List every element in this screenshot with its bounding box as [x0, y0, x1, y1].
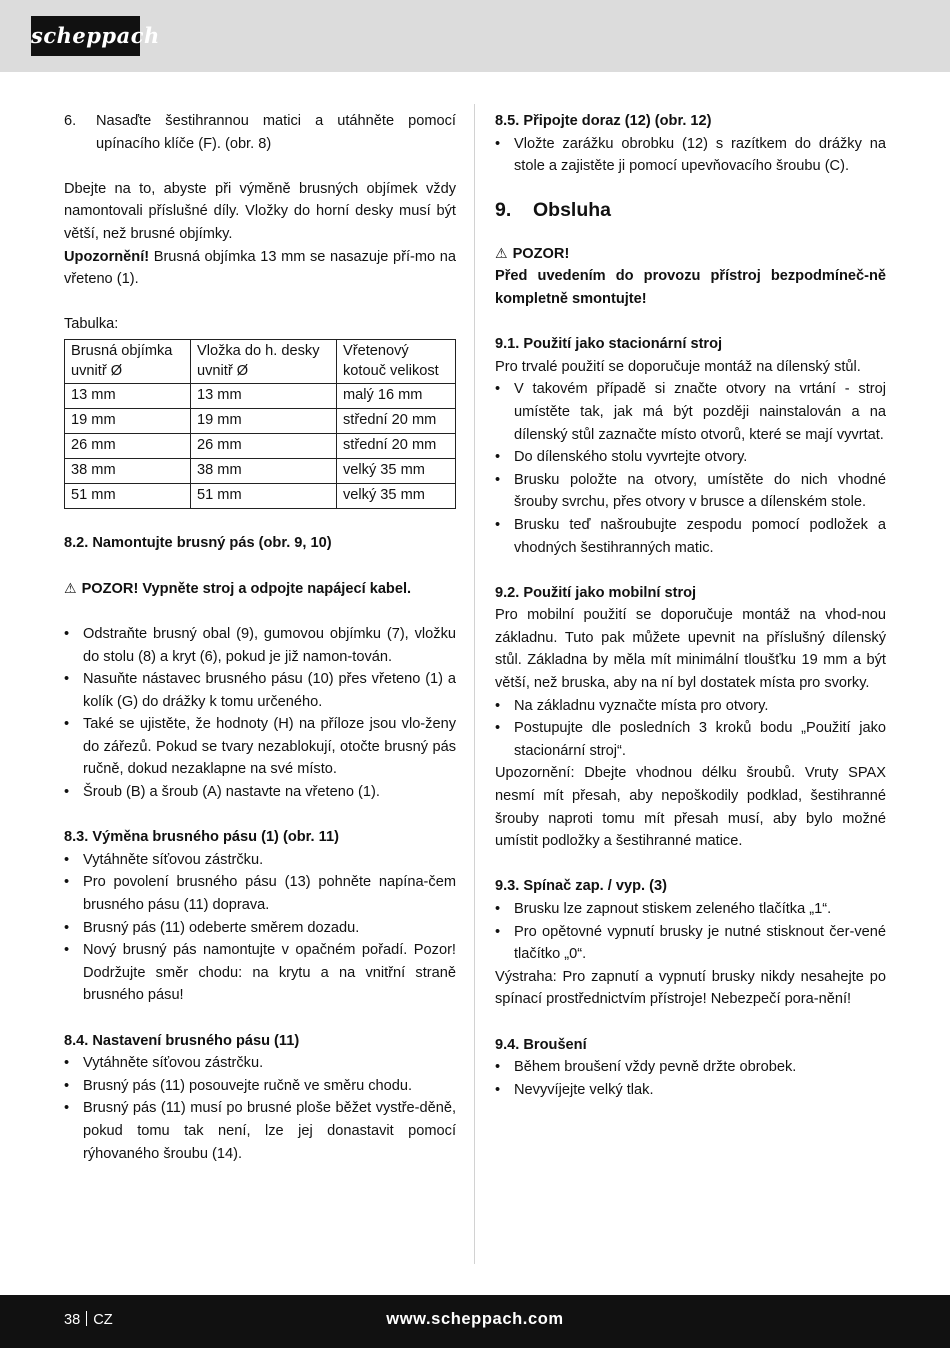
note-paragraph: Upozornění: Dbejte vhodnou délku šroubů. Vruty SPAX nesmí mít přesah, aby nepoškodily podklad, šestihranné šrouby naproti tomu mít přesah musí, aby bylo možné umístit podložky a šestihranné matice. [495, 765, 886, 850]
list-item: • Do dílenského stolu vyvrtejte otvory. [495, 446, 886, 469]
table-row [65, 408, 456, 433]
bullet-list-9-2 [495, 695, 886, 763]
step-6 [64, 110, 456, 155]
warning-text: Před uvedením do provozu přístroj bezpodmíneč-ně kompletně smontujte! [495, 268, 886, 307]
table-row [65, 383, 456, 408]
list-item: • V takovém případě si značte otvory na vrtání - stroj umístěte tak, jak má být později nainstalován a na dílenský stůl zaznačte místo otvorů, které se mají vyvrtat. [495, 378, 886, 446]
table-cell: střední 20 mm [337, 408, 456, 433]
list-item: • Brusný pás (11) odeberte směrem dozadu. [64, 917, 456, 940]
table-row [65, 483, 456, 508]
table-cell: 13 mm [191, 383, 337, 408]
bullet-list-8-3 [64, 849, 456, 1007]
list-item: • Brusný pás (11) musí po brusné ploše běžet vystře-děně, pokud tomu tak není, lze jej donastavit pomocí rýhovaného šroubu (14). [64, 1097, 456, 1165]
brand-logo: scheppach [31, 16, 140, 56]
table-cell: 38 mm [65, 458, 191, 483]
left-column [64, 110, 456, 1165]
warning-text: POZOR! Vypněte stroj a odpojte napájecí kabel. [81, 580, 412, 597]
section-title-9-2: 9.2. Použití jako mobilní stroj [495, 584, 697, 601]
warning-heading [495, 242, 886, 266]
column-divider [474, 104, 475, 1264]
paragraph: Pro mobilní použití se doporučuje montáž na vhod-nou základnu. Tuto pak můžete upevnit na příslušný dílenský stůl. Základna by měla mít minimální tloušťku 19 mm a být větší, než bruska, aby na ní byl dostatek místa pro svorky. [495, 607, 886, 692]
warning-paragraph: Výstraha: Pro zapnutí a vypnutí brusky nikdy nesahejte po spínací prostřednictvím přístroje! Nebezpečí pora-nění! [495, 968, 886, 1008]
bullet-list-8-4 [64, 1052, 456, 1165]
list-item: • Pro opětovné vypnutí brusky je nutné stisknout čer-vené tlačítko „0“. [495, 921, 886, 966]
table-header-cell: Brusná objímka uvnitř Ø [65, 339, 191, 383]
sleeve-table [64, 339, 456, 509]
warning-icon: ⚠ [64, 579, 77, 596]
page-number: 38 [64, 1312, 81, 1328]
chapter-title: Obsluha [533, 198, 612, 221]
warning-icon: ⚠ [495, 244, 508, 261]
table-cell: velký 35 mm [337, 458, 456, 483]
table-row [65, 458, 456, 483]
table-cell: 51 mm [65, 483, 191, 508]
table-cell: 13 mm [65, 383, 191, 408]
bullet-list-9-3 [495, 898, 886, 966]
list-item: • Na základnu vyznačte místa pro otvory. [495, 695, 886, 718]
table-cell: 51 mm [191, 483, 337, 508]
table-header-cell: Vřetenový kotouč velikost [337, 339, 456, 383]
list-item: • Brusný pás (11) posouvejte ručně ve směru chodu. [64, 1075, 456, 1098]
list-item: • Vložte zarážku obrobku (12) s razítkem do drážky na stole a zajistěte ji pomocí upevňovacího šroubu (C). [495, 133, 886, 178]
table-cell: 19 mm [65, 408, 191, 433]
bullet-list-9-1 [495, 378, 886, 559]
list-item: • Pro povolení brusného pásu (13) pohněte napína-čem brusného pásu (11) doprava. [64, 871, 456, 916]
list-item: • Odstraňte brusný obal (9), gumovou objímku (7), vložku do stolu (8) a kryt (6), pokud je již namon-tován. [64, 623, 456, 668]
section-title-9-1: 9.1. Použití jako stacionární stroj [495, 336, 723, 353]
step-text: Nasaďte šestihrannou matici a utáhněte pomocí upínacího klíče (F). (obr. 8) [96, 113, 456, 152]
table-cell: 38 mm [191, 458, 337, 483]
right-column [495, 110, 886, 1101]
warning-line [64, 577, 456, 601]
paragraph: Pro trvalé použití se doporučuje montáž na dílenský stůl. [495, 358, 861, 375]
note-text: Brusná objímka 13 mm se nasazuje pří-mo na vřeteno (1). [64, 248, 456, 288]
note-paragraph [64, 246, 456, 291]
warning-label: POZOR! [512, 245, 570, 262]
section-title-8-5: 8.5. Připojte doraz (12) (obr. 12) [495, 113, 712, 129]
list-item: • Šroub (B) a šroub (A) nastavte na vřeteno (1). [64, 781, 456, 804]
table-cell: 19 mm [191, 408, 337, 433]
header-band [0, 0, 950, 72]
list-item: • Během broušení vždy pevně držte obrobek. [495, 1056, 886, 1079]
table-cell: střední 20 mm [337, 433, 456, 458]
section-title-8-4: 8.4. Nastavení brusného pásu (11) [64, 1032, 300, 1049]
list-item: • Nový brusný pás namontujte v opačném pořadí. Pozor! Dodržujte směr chodu: na krytu a na vnitřní straně brusného pásu! [64, 939, 456, 1007]
step-number: 6. [64, 113, 77, 129]
list-item: • Brusku teď našroubujte zespodu pomocí podložek a vhodných šestihranných matic. [495, 514, 886, 559]
bullet-list-8-5 [495, 133, 886, 178]
bullet-list-8-2 [64, 623, 456, 804]
chapter-heading-9 [495, 196, 886, 224]
note-label: Upozornění! [64, 248, 150, 265]
footer-bar [0, 1295, 950, 1348]
website-link[interactable]: www.scheppach.com [386, 1310, 564, 1328]
table-cell: 26 mm [65, 433, 191, 458]
section-title-9-3: 9.3. Spínač zap. / vyp. (3) [495, 878, 667, 895]
chapter-number: 9. [495, 198, 512, 221]
list-item: • Brusku lze zapnout stiskem zeleného tlačítka „1“. [495, 898, 886, 921]
bullet-list-9-4 [495, 1056, 886, 1101]
list-item: • Postupujte dle posledních 3 kroků bodu „Použití jako stacionární stroj“. [495, 717, 886, 762]
table-cell: 26 mm [191, 433, 337, 458]
list-item: • Nasuňte nástavec brusného pásu (10) přes vřeteno (1) a kolík (G) do drážky k tomu určeného. [64, 668, 456, 713]
table-cell: malý 16 mm [337, 383, 456, 408]
table-header-row [65, 339, 456, 383]
list-item: • Vytáhněte síťovou zástrčku. [64, 849, 456, 872]
list-item: • Brusku položte na otvory, umístěte do nich vhodné šrouby svrchu, přes otvory v brusce a dílenském stole. [495, 469, 886, 514]
table-cell: velký 35 mm [337, 483, 456, 508]
section-title-8-2: 8.2. Namontujte brusný pás (obr. 9, 10) [64, 534, 332, 551]
list-item: • Také se ujistěte, že hodnoty (H) na příloze jsou vlo-ženy do zářezů. Pokud se tvary nezablokují, otočte brusný pás ručně, dokud nezaklapne na své místo. [64, 713, 456, 781]
table-row [65, 433, 456, 458]
paragraph: Dbejte na to, abyste při výměně brusných objímek vždy namontovali příslušné díly. Vložky do horní desky musí být větší, než brusné objímky. [64, 180, 456, 242]
list-item: • Vytáhněte síťovou zástrčku. [64, 1052, 456, 1075]
section-title-9-4: 9.4. Broušení [495, 1036, 587, 1053]
list-item: • Nevyvíjejte velký tlak. [495, 1079, 886, 1102]
table-label: Tabulka: [64, 316, 119, 333]
language-code: CZ [93, 1312, 113, 1328]
table-header-cell: Vložka do h. desky uvnitř Ø [191, 339, 337, 383]
section-title-8-3: 8.3. Výměna brusného pásu (1) (obr. 11) [64, 829, 339, 846]
